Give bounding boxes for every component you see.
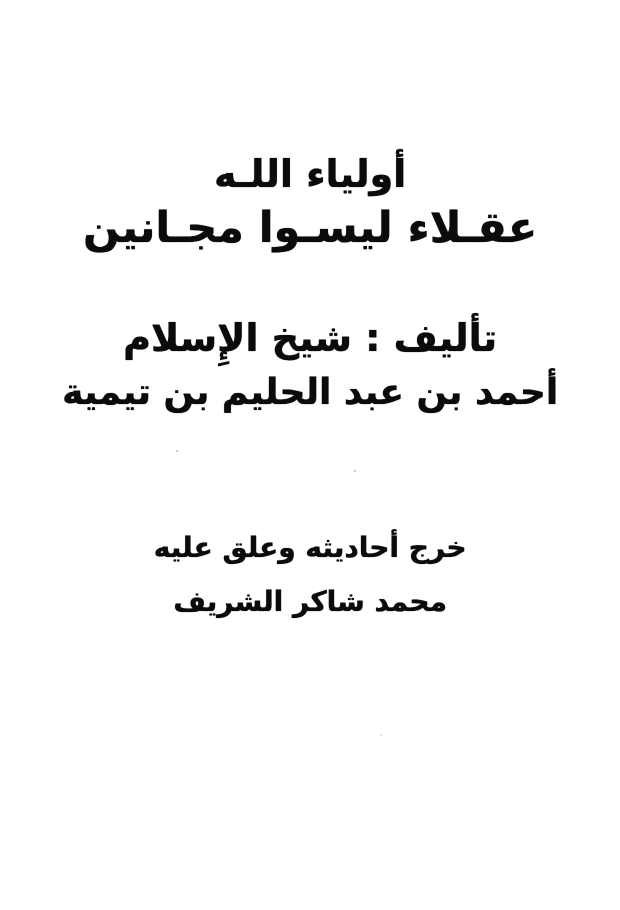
editor-role-line: خرج أحاديثه وعلق عليه	[153, 531, 467, 564]
book-title-line-1: أولياء اللـه	[213, 152, 407, 196]
scan-speckle	[176, 450, 178, 452]
scan-speckle	[354, 470, 356, 472]
book-title-line-2: عقـلاء ليسـوا مجـانين	[82, 203, 538, 253]
author-name: أحمد بن عبد الحليم بن تيمية	[61, 372, 559, 413]
editor-name: محمد شاكر الشريف	[173, 585, 447, 618]
byline-authored-by: تأليف : شيخ الإِسلام	[122, 316, 498, 360]
scan-speckle	[380, 734, 382, 736]
